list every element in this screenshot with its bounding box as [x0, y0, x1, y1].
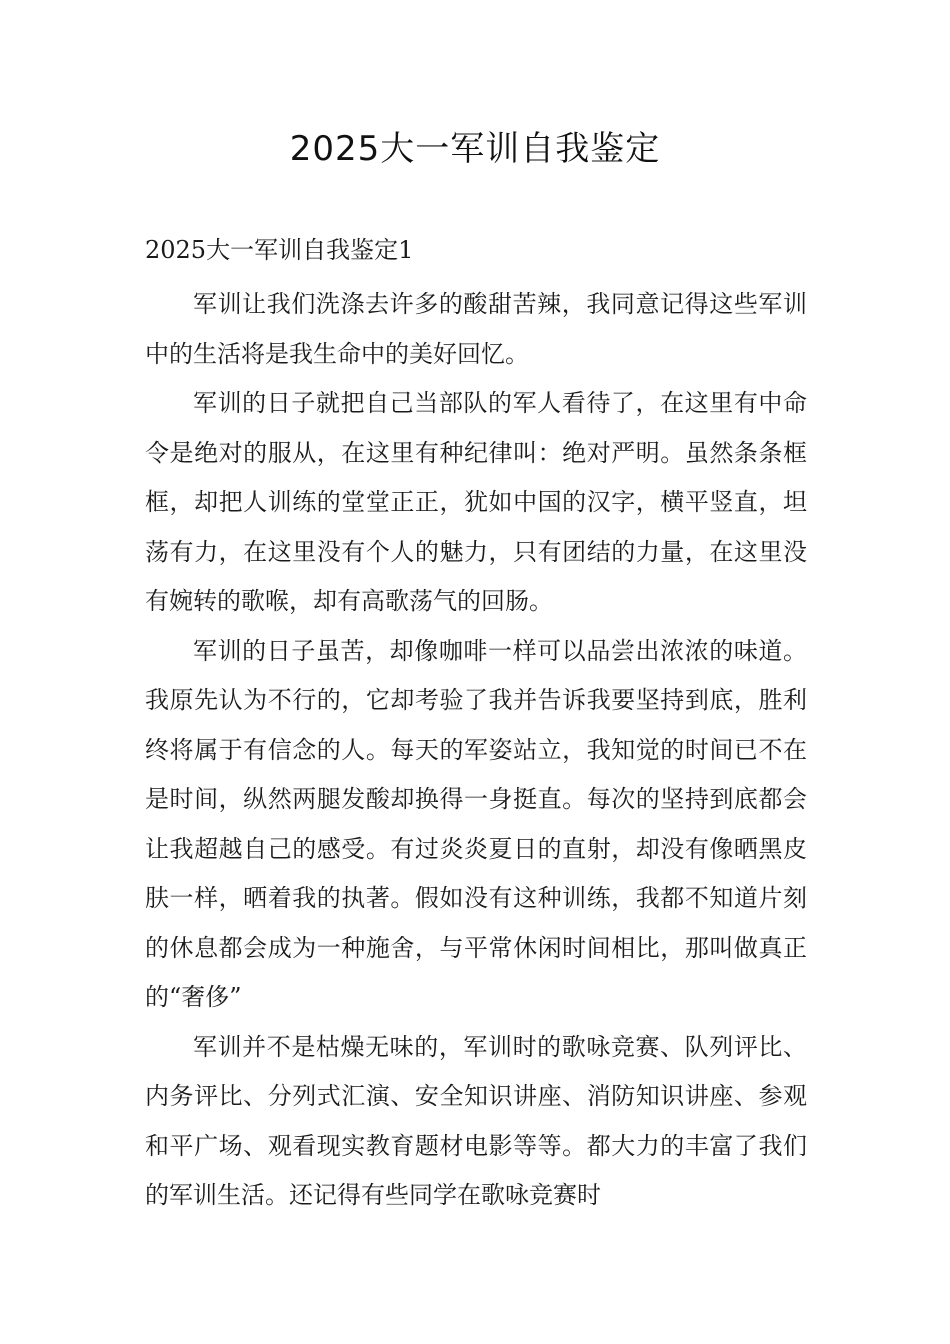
- paragraph: 军训让我们洗涤去许多的酸甜苦辣，我同意记得这些军训中的生活将是我生命中的美好回忆。: [145, 290, 807, 368]
- document-body: [145, 230, 807, 1221]
- paragraph: 军训的日子虽苦，却像咖啡一样可以品尝出浓浓的味道。我原先认为不行的，它却考验了我并告诉我要坚持到底，胜利终将属于有信念的人。每天的军姿站立，我知觉的时间已不在是时间，纵然两腿发酸却换得一身挺直。每次的坚持到底都会让我超越自己的感受。有过炎炎夏日的直射，却没有像晒黑皮肤一样，晒着我的执著。假如没有这种训练，我都不知道片刻的休息都会成为一种施舍，与平常休闲时间相比，那叫做真正的“奢侈”: [145, 636, 807, 1011]
- paragraph: 军训并不是枯燥无味的，军训时的歌咏竞赛、队列评比、内务评比、分列式汇演、安全知识讲座、消防知识讲座、参观和平广场、观看现实教育题材电影等等。都大力的丰富了我们的军训生活。还记得有些同学在歌咏竞赛时: [145, 1032, 807, 1209]
- document-title: 2025大一军训自我鉴定: [289, 129, 661, 169]
- section-heading: 2025大一军训自我鉴定1: [145, 236, 414, 264]
- paragraph: 军训的日子就把自己当部队的军人看待了，在这里有中命令是绝对的服从，在这里有种纪律叫：绝对严明。虽然条条框框，却把人训练的堂堂正正，犹如中国的汉字，横平竖直，坦荡有力，在这里没有个人的魅力，只有团结的力量，在这里没有婉转的歌喉，却有高歌荡气的回肠。: [145, 389, 807, 615]
